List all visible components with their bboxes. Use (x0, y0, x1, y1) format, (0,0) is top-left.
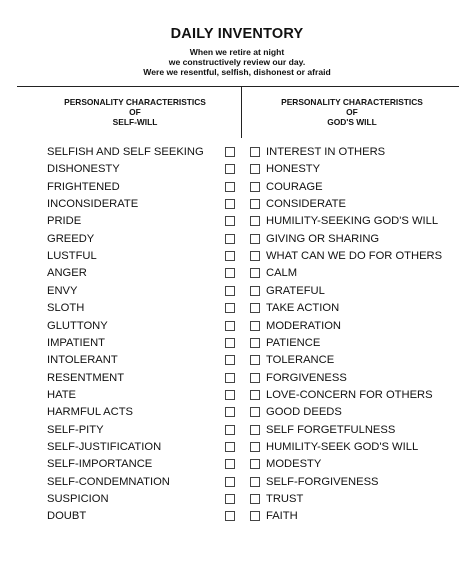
list-item (0, 388, 474, 405)
gods-will-trait: HUMILITY-SEEK GOD'S WILL (266, 440, 419, 453)
self-will-checkbox[interactable] (225, 459, 235, 469)
gods-will-trait: WHAT CAN WE DO FOR OTHERS (266, 250, 443, 263)
gods-will-trait: HONESTY (266, 163, 321, 176)
list-item (0, 232, 474, 249)
list-item (0, 266, 474, 283)
list-item (0, 371, 474, 388)
self-will-trait: RESENTMENT (47, 371, 125, 384)
gods-will-checkbox[interactable] (250, 199, 260, 209)
list-item (0, 336, 474, 353)
list-item (0, 197, 474, 214)
gods-will-trait: MODESTY (266, 458, 322, 471)
gods-will-checkbox[interactable] (250, 442, 260, 452)
self-will-checkbox[interactable] (225, 477, 235, 487)
self-will-checkbox[interactable] (225, 147, 235, 157)
gods-will-trait: TAKE ACTION (266, 302, 340, 315)
self-will-checkbox[interactable] (225, 442, 235, 452)
self-will-header-line-1: PERSONALITY CHARACTERISTICS (64, 97, 206, 107)
gods-will-trait: CALM (266, 267, 298, 280)
gods-will-checkbox[interactable] (250, 234, 260, 244)
self-will-trait: SELF-JUSTIFICATION (47, 440, 162, 453)
gods-will-checkbox[interactable] (250, 477, 260, 487)
gods-will-checkbox[interactable] (250, 182, 260, 192)
gods-will-trait: FAITH (266, 510, 298, 523)
self-will-trait: SELF-PITY (47, 423, 104, 436)
self-will-trait: DOUBT (47, 510, 87, 523)
self-will-checkbox[interactable] (225, 199, 235, 209)
gods-will-trait: TOLERANCE (266, 354, 335, 367)
gods-will-checkbox[interactable] (250, 373, 260, 383)
header-divider (17, 86, 459, 87)
gods-will-trait: CONSIDERATE (266, 198, 346, 211)
list-item (0, 423, 474, 440)
self-will-trait: SELFISH AND SELF SEEKING (47, 146, 204, 158)
gods-will-checkbox[interactable] (250, 355, 260, 365)
self-will-checkbox[interactable] (225, 286, 235, 296)
list-item (0, 214, 474, 231)
list-item (0, 475, 474, 492)
list-item (0, 249, 474, 266)
gods-will-header-line-1: PERSONALITY CHARACTERISTICS (281, 97, 423, 107)
self-will-trait: SELF-IMPORTANCE (47, 458, 153, 471)
self-will-trait: PRIDE (47, 215, 82, 228)
list-item (0, 405, 474, 422)
self-will-checkbox[interactable] (225, 251, 235, 261)
gods-will-trait: LOVE-CONCERN FOR OTHERS (266, 388, 433, 401)
gods-will-checkbox[interactable] (250, 321, 260, 331)
gods-will-column-header (262, 97, 442, 127)
self-will-checkbox[interactable] (225, 494, 235, 504)
gods-will-checkbox[interactable] (250, 425, 260, 435)
subtitle-line-1: When we retire at night (189, 47, 285, 57)
gods-will-trait: GIVING OR SHARING (266, 232, 380, 245)
list-item (0, 180, 474, 197)
self-will-checkbox[interactable] (225, 338, 235, 348)
self-will-checkbox[interactable] (225, 321, 235, 331)
list-item (0, 353, 474, 370)
gods-will-header-line-3: GOD'S WILL (327, 117, 377, 127)
self-will-checkbox[interactable] (225, 355, 235, 365)
gods-will-trait: TRUST (266, 493, 304, 505)
gods-will-checkbox[interactable] (250, 147, 260, 157)
self-will-trait: GLUTTONY (47, 319, 108, 332)
self-will-checkbox[interactable] (225, 234, 235, 244)
gods-will-trait: GOOD DEEDS (266, 406, 342, 419)
self-will-checkbox[interactable] (225, 407, 235, 417)
self-will-trait: FRIGHTENED (47, 180, 120, 193)
self-will-checkbox[interactable] (225, 164, 235, 174)
self-will-checkbox[interactable] (225, 511, 235, 521)
self-will-trait: SELF-CONDEMNATION (47, 475, 170, 488)
list-item (0, 440, 474, 457)
self-will-trait: IMPATIENT (47, 336, 106, 349)
list-item (0, 457, 474, 474)
gods-will-checkbox[interactable] (250, 338, 260, 348)
list-item (0, 319, 474, 336)
gods-will-checkbox[interactable] (250, 286, 260, 296)
self-will-checkbox[interactable] (225, 373, 235, 383)
self-will-trait: DISHONESTY (47, 163, 120, 176)
list-item (0, 301, 474, 318)
list-item (0, 509, 474, 526)
gods-will-trait: GRATEFUL (266, 284, 325, 297)
column-divider (241, 86, 242, 138)
gods-will-trait: COURAGE (266, 180, 323, 193)
subtitle-line-2: we constructively review our day. (168, 57, 306, 67)
subtitle-line-3: Were we resentful, selfish, dishonest or afraid (143, 67, 331, 77)
self-will-column-header (45, 97, 225, 127)
gods-will-checkbox[interactable] (250, 216, 260, 226)
gods-will-checkbox[interactable] (250, 303, 260, 313)
self-will-trait: LUSTFUL (47, 250, 97, 263)
gods-will-checkbox[interactable] (250, 511, 260, 521)
self-will-checkbox[interactable] (225, 182, 235, 192)
gods-will-trait: SELF FORGETFULNESS (266, 423, 396, 436)
gods-will-checkbox[interactable] (250, 390, 260, 400)
list-item (0, 492, 474, 509)
gods-will-checkbox[interactable] (250, 251, 260, 261)
gods-will-header-line-2: OF (346, 107, 358, 117)
gods-will-checkbox[interactable] (250, 407, 260, 417)
self-will-trait: ENVY (47, 284, 78, 297)
gods-will-checkbox[interactable] (250, 164, 260, 174)
gods-will-checkbox[interactable] (250, 494, 260, 504)
self-will-checkbox[interactable] (225, 390, 235, 400)
gods-will-trait: FORGIVENESS (266, 371, 347, 384)
self-will-trait: SUSPICION (47, 493, 109, 505)
gods-will-checkbox[interactable] (250, 268, 260, 278)
self-will-checkbox[interactable] (225, 268, 235, 278)
self-will-header-line-3: SELF-WILL (112, 117, 158, 127)
self-will-checkbox[interactable] (225, 425, 235, 435)
self-will-trait: SLOTH (47, 302, 85, 315)
self-will-checkbox[interactable] (225, 216, 235, 226)
self-will-trait: HARMFUL ACTS (47, 406, 133, 419)
list-item (0, 284, 474, 301)
self-will-trait: GREEDY (47, 232, 95, 245)
gods-will-trait: MODERATION (266, 319, 341, 332)
self-will-trait: INCONSIDERATE (47, 198, 139, 211)
page-title: DAILY INVENTORY (170, 26, 304, 42)
gods-will-checkbox[interactable] (250, 459, 260, 469)
self-will-checkbox[interactable] (225, 303, 235, 313)
self-will-trait: HATE (47, 388, 77, 401)
list-item (0, 145, 474, 162)
gods-will-trait: HUMILITY-SEEKING GOD'S WILL (266, 215, 439, 228)
self-will-trait: ANGER (47, 267, 87, 280)
self-will-header-line-2: OF (129, 107, 141, 117)
gods-will-trait: PATIENCE (266, 336, 321, 349)
self-will-trait: INTOLERANT (47, 354, 118, 367)
list-item (0, 162, 474, 179)
gods-will-trait: INTEREST IN OTHERS (266, 146, 386, 158)
gods-will-trait: SELF-FORGIVENESS (266, 475, 379, 488)
